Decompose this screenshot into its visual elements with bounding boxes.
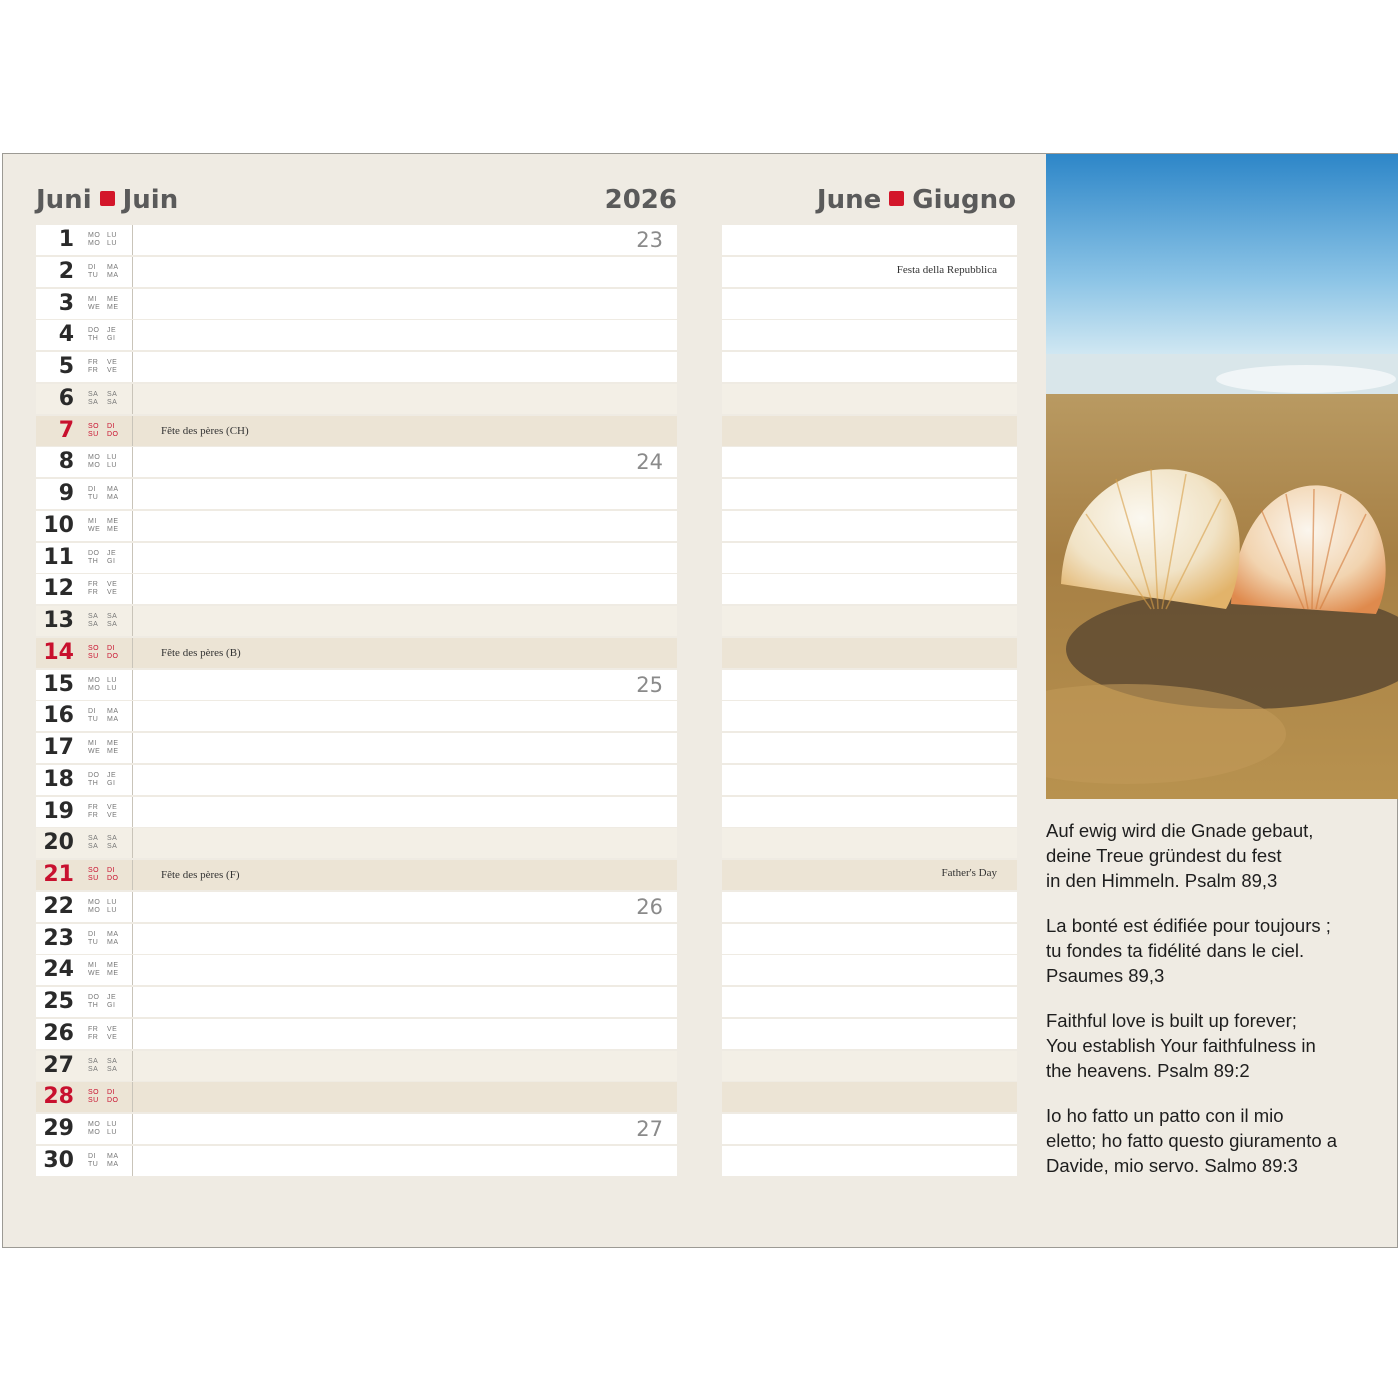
day-abbr-fr-it: MA MA [107,486,119,501]
row-divider [132,797,133,827]
day-row-right-25[interactable] [722,987,1017,1017]
verse [1046,818,1386,893]
day-abbr-fr-it: LU LU [107,232,117,247]
row-divider [132,765,133,795]
row-divider [132,289,133,319]
row-divider [132,511,133,541]
row-divider [132,606,133,636]
day-row-25[interactable] [36,987,677,1017]
seashell-beach-photo [1046,154,1398,799]
day-row-10[interactable] [36,511,677,541]
row-divider [132,225,133,255]
day-row-4[interactable] [36,320,677,350]
day-abbr-fr-it: DI DO [107,1089,119,1105]
day-row-right-27[interactable] [722,1051,1017,1081]
day-number: 11 [43,544,74,570]
red-square-icon [100,191,115,206]
day-row-21[interactable] [36,860,677,890]
row-divider [132,1019,133,1049]
holiday-note: Father's Day [941,867,997,879]
day-row-26[interactable] [36,1019,677,1049]
day-number: 10 [43,512,74,538]
day-abbr-fr-it: VE VE [107,1025,118,1041]
verse-line: tu fondes ta fidélité dans le ciel. [1046,940,1305,961]
day-number: 1 [58,227,74,252]
day-abbr-de-en: DI TU [88,263,99,279]
verse-line: eletto; ho fatto questo giuramento a [1046,1130,1338,1151]
holiday-note: Fête des pères (F) [161,869,240,881]
row-divider [132,733,133,763]
row-divider [132,257,133,287]
week-number: 23 [636,228,663,252]
row-divider [132,1082,133,1112]
verse-line: Psaumes 89,3 [1046,965,1165,986]
day-row-right-10[interactable] [722,511,1017,541]
day-abbr-de-en: DO TH [88,549,100,565]
day-row-20[interactable] [36,828,677,858]
day-row-right-22[interactable] [722,892,1017,922]
red-square-icon [889,191,904,206]
day-number: 15 [43,671,74,697]
day-abbr-fr-it: ME ME [107,740,119,755]
day-abbr-de-en: MO MO [88,232,101,247]
day-row-right-17[interactable] [722,733,1017,763]
day-row-16[interactable] [36,701,677,731]
row-divider [132,320,133,350]
week-number: 24 [636,450,663,475]
day-row-right-5[interactable] [722,352,1017,382]
day-row-9[interactable] [36,479,677,509]
verse-line: deine Treue gründest du fest [1046,845,1282,866]
day-abbr-de-en: MI WE [88,962,101,978]
day-abbr-fr-it: MA MA [107,930,119,946]
day-row-right-30[interactable] [722,1146,1017,1176]
row-divider [132,352,133,382]
day-abbr-fr-it: DI DO [107,867,119,882]
day-abbr-de-en: SO SU [88,867,100,882]
year-title: 2026 [604,185,677,215]
day-number: 30 [43,1147,74,1173]
day-row-right-28[interactable] [722,1082,1017,1112]
day-row-30[interactable] [36,1146,677,1176]
day-abbr-de-en: DO TH [88,327,100,343]
day-abbr-fr-it: SA SA [107,1057,118,1073]
day-abbr-fr-it: SA SA [107,613,118,628]
day-number: 7 [58,417,74,443]
day-row-right-23[interactable] [722,924,1017,954]
day-row-18[interactable] [36,765,677,795]
day-abbr-de-en: DO TH [88,771,100,787]
row-divider [132,638,133,668]
day-row-right-6[interactable] [722,384,1017,414]
month-title-left [36,182,178,218]
week-number: 27 [636,1117,663,1141]
day-number: 21 [43,862,74,887]
row-divider [132,1146,133,1176]
day-abbr-fr-it: DI DO [107,422,119,438]
week-number: 26 [636,894,663,919]
day-abbr-fr-it: LU LU [107,454,117,470]
day-row-right-18[interactable] [722,765,1017,795]
day-abbr-fr-it: JE GI [107,549,117,565]
day-row-right-15[interactable] [722,670,1017,700]
day-row-right-2[interactable] [722,257,1017,287]
row-divider [132,924,133,954]
day-number: 27 [43,1052,74,1078]
row-divider [132,416,133,446]
day-abbr-de-en: SO SU [88,1089,100,1105]
day-row-14[interactable] [36,638,677,668]
day-row-right-20[interactable] [722,828,1017,858]
day-abbr-de-en: MO MO [88,454,101,470]
day-row-13[interactable] [36,606,677,636]
day-number: 13 [43,608,74,633]
verse-line: Faithful love is built up forever; [1046,1010,1297,1031]
day-row-19[interactable] [36,797,677,827]
row-divider [132,892,133,922]
day-abbr-de-en: DI TU [88,930,99,946]
row-divider [132,447,133,477]
day-abbr-de-en: MO MO [88,1121,101,1136]
day-row-right-13[interactable] [722,606,1017,636]
verse-line: the heavens. Psalm 89:2 [1046,1060,1250,1081]
day-abbr-fr-it: VE VE [107,359,118,374]
month-title-right [760,182,1016,218]
day-abbr-fr-it: LU LU [107,676,117,692]
day-number: 5 [58,354,74,379]
day-row-27[interactable] [36,1051,677,1081]
day-row-1[interactable] [36,225,677,255]
day-abbr-fr-it: LU LU [107,1121,117,1136]
day-number: 29 [43,1116,74,1141]
day-abbr-de-en: SO SU [88,422,100,438]
day-abbr-de-en: MI WE [88,295,101,311]
row-divider [132,479,133,509]
day-abbr-fr-it: ME ME [107,517,119,533]
day-row-right-26[interactable] [722,1019,1017,1049]
day-abbr-fr-it: ME ME [107,962,119,978]
row-divider [132,1051,133,1081]
day-number: 8 [58,449,74,475]
day-number: 24 [43,957,74,983]
verse [1046,913,1386,988]
day-row-right-19[interactable] [722,797,1017,827]
holiday-note: Fête des pères (CH) [161,424,249,437]
day-row-right-14[interactable] [722,638,1017,668]
day-row-right-21[interactable] [722,860,1017,890]
day-abbr-de-en: SA SA [88,835,99,851]
day-number: 22 [43,893,74,919]
day-abbr-fr-it: MA MA [107,263,119,279]
day-abbr-de-en: SA SA [88,613,99,628]
month-en: June [816,185,882,215]
row-divider [132,828,133,858]
day-row-7[interactable] [36,416,677,446]
verse-line: Io ho fatto un patto con il mio [1046,1105,1284,1126]
day-number: 18 [43,766,74,792]
day-number: 12 [43,576,74,602]
day-abbr-fr-it: MA MA [107,708,119,724]
holiday-note: Festa della Repubblica [896,263,997,276]
day-abbr-fr-it: JE GI [107,994,117,1009]
month-fr: Juin [122,185,179,215]
verse [1046,1008,1386,1083]
row-divider [132,543,133,573]
day-number: 26 [43,1020,74,1046]
day-row-6[interactable] [36,384,677,414]
row-divider [132,701,133,731]
row-divider [132,670,133,700]
day-abbr-fr-it: SA SA [107,390,118,406]
row-divider [132,860,133,890]
day-abbr-de-en: FR FR [88,803,99,819]
day-row-22[interactable] [36,892,677,922]
day-abbr-fr-it: VE VE [107,581,118,597]
day-abbr-de-en: DI TU [88,1152,99,1168]
verse-line: in den Himmeln. Psalm 89,3 [1046,870,1278,891]
day-abbr-de-en: DI TU [88,708,99,724]
day-number: 6 [58,385,74,411]
day-abbr-fr-it: SA SA [107,835,118,851]
row-divider [132,384,133,414]
day-abbr-fr-it: VE VE [107,803,118,819]
day-abbr-fr-it: ME ME [107,295,119,311]
day-row-15[interactable] [36,670,677,700]
day-row-right-4[interactable] [722,320,1017,350]
day-row-24[interactable] [36,955,677,985]
day-row-right-9[interactable] [722,479,1017,509]
day-abbr-de-en: MO MO [88,676,101,692]
verse-line: Davide, mio servo. Salmo 89:3 [1046,1155,1298,1176]
bible-verses [1046,818,1386,1198]
day-row-right-8[interactable] [722,447,1017,477]
day-row-8[interactable] [36,447,677,477]
day-number: 23 [43,925,74,951]
day-number: 2 [58,258,74,284]
day-abbr-de-en: SA SA [88,390,99,406]
row-divider [132,574,133,604]
day-abbr-fr-it: JE GI [107,771,117,787]
verse-line: La bonté est édifiée pour toujours ; [1046,915,1331,936]
day-number: 9 [58,481,74,506]
day-abbr-de-en: MO MO [88,898,101,914]
day-number: 19 [43,798,74,824]
day-row-17[interactable] [36,733,677,763]
day-row-right-24[interactable] [722,955,1017,985]
verse-line: You establish Your faithfulness in [1046,1035,1316,1056]
day-abbr-de-en: SA SA [88,1057,99,1073]
day-abbr-de-en: FR FR [88,1025,99,1041]
day-row-29[interactable] [36,1114,677,1144]
day-row-right-16[interactable] [722,701,1017,731]
day-abbr-de-en: MI WE [88,740,101,755]
day-row-12[interactable] [36,574,677,604]
day-row-right-29[interactable] [722,1114,1017,1144]
verse [1046,1103,1386,1178]
day-abbr-de-en: SO SU [88,644,100,660]
day-row-5[interactable] [36,352,677,382]
day-abbr-de-en: DO TH [88,994,100,1009]
day-abbr-de-en: FR FR [88,359,99,374]
day-row-right-7[interactable] [722,416,1017,446]
day-row-right-1[interactable] [722,225,1017,255]
day-row-right-12[interactable] [722,574,1017,604]
day-row-right-11[interactable] [722,543,1017,573]
day-row-23[interactable] [36,924,677,954]
row-divider [132,1114,133,1144]
row-divider [132,987,133,1017]
row-divider [132,955,133,985]
day-abbr-de-en: FR FR [88,581,99,597]
week-number: 25 [636,672,663,697]
day-number: 14 [43,639,74,665]
day-number: 4 [58,322,74,348]
day-number: 3 [58,290,74,316]
month-it: Giugno [912,185,1016,215]
day-abbr-fr-it: JE GI [107,327,117,343]
day-row-right-3[interactable] [722,289,1017,319]
day-row-11[interactable] [36,543,677,573]
day-abbr-fr-it: LU LU [107,898,117,914]
day-abbr-de-en: MI WE [88,517,101,533]
day-row-2[interactable] [36,257,677,287]
day-row-28[interactable] [36,1082,677,1112]
day-number: 20 [43,830,74,856]
month-de: Juni [36,185,92,215]
day-row-3[interactable] [36,289,677,319]
day-number: 17 [43,735,74,760]
day-number: 25 [43,989,74,1014]
day-abbr-fr-it: MA MA [107,1152,119,1168]
day-abbr-fr-it: DI DO [107,644,119,660]
day-number: 16 [43,703,74,729]
verse-line: Auf ewig wird die Gnade gebaut, [1046,820,1314,841]
day-abbr-de-en: DI TU [88,486,99,501]
holiday-note: Fête des pères (B) [161,646,241,659]
day-number: 28 [43,1084,74,1110]
